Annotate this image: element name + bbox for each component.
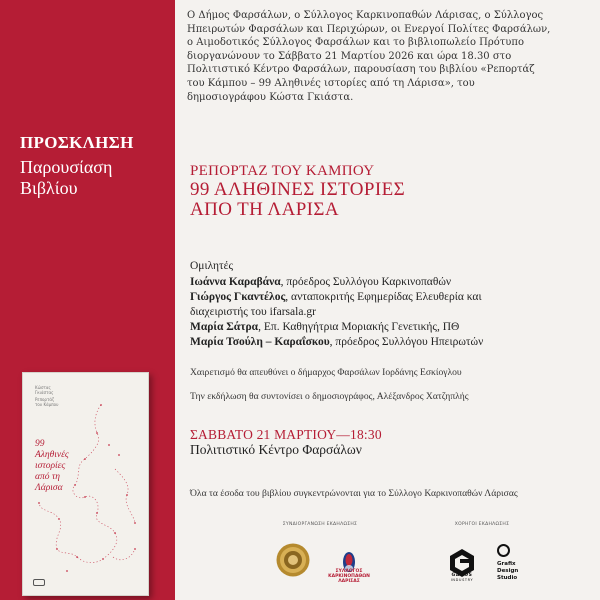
book-cover-title-line: ιστορίες (35, 461, 66, 471)
book-author-line: Γκιάστας (35, 390, 54, 395)
book-series (35, 397, 58, 407)
speaker-name: Μαρία Τσούλη – Καραΐσκου (190, 336, 330, 348)
book-cover-title (35, 439, 105, 494)
event-venue: Πολιτιστικό Κέντρο Φαρσάλων (190, 442, 362, 457)
speaker-item (190, 335, 595, 350)
greeting-note: Χαιρετισμό θα απευθύνει ο δήμαρχος Φαρσάλων Ιορδάνης Εσκίογλου (190, 367, 462, 378)
book-cover-title-line: Λάρισα (35, 483, 63, 493)
grafix-logo (497, 544, 518, 582)
book-heading-line: ΑΠΟ ΤΗ ΛΑΡΙΣΑ (190, 199, 339, 220)
speaker-item (190, 275, 595, 290)
intro-line: Ηπειρωτών Φαρσάλων και Περιχώρων, οι Ενεργοί Πολίτες Φαρσάλων, (187, 23, 551, 35)
speaker-name: Ιωάννα Καραβάνα (190, 276, 281, 288)
cancer-association-name (322, 569, 376, 584)
subtitle-line: Βιβλίου (20, 178, 78, 198)
book-series-line: Ρεπορτάζ (35, 397, 55, 402)
speaker-role: , πρόεδρος Συλλόγου Καρκινοπαθών (280, 276, 452, 288)
intro-line: διοργανώνουν το Σάββατο 21 Μαρτίου 2026 και ώρα 18.30 στο (187, 50, 512, 62)
invitation-title: ΠΡΟΣΚΛΗΣΗ (20, 133, 134, 152)
cancer-association-line: ΚΑΡΚΙΝΟΠΑΘΩΝ (328, 574, 370, 579)
left-panel (0, 0, 175, 600)
book-heading (190, 163, 405, 220)
grafix-name-line: Grafix (497, 561, 516, 567)
cancer-association-line: ΛΑΡΙΣΑΣ (338, 579, 360, 584)
speaker-role: , Επ. Καθηγήτρια Μοριακής Γενετικής, ΠΘ (258, 321, 460, 333)
event-date: ΣΑΒΒΑΤΟ 21 ΜΑΡΤΙΟΥ—18:30 (190, 427, 382, 442)
speakers-heading: Ομιλητές (190, 260, 234, 272)
grafix-circle-icon (497, 544, 510, 557)
book-cover-title-line: 99 (35, 439, 45, 449)
speaker-item (190, 320, 595, 335)
intro-line: Ο Δήμος Φαρσάλων, ο Σύλλογος Καρκινοπαθών Λάρισας, ο Σύλλογος (187, 10, 544, 21)
grafix-name-line: Studio (497, 575, 518, 581)
subtitle-line: Παρουσίαση (20, 157, 113, 177)
book-author (35, 385, 54, 395)
gagos-subtitle: INDUSTRY (450, 578, 474, 582)
speakers-list (190, 259, 595, 350)
book-author-line: Κώστας (35, 385, 51, 390)
gagos-name-line: GAGOS (451, 573, 473, 578)
gagos-name (438, 573, 486, 582)
intro-line: ο Αιμοδοτικός Σύλλογος Φαρσάλων και το βιβλιοπωλείο Πρότυπο (187, 37, 524, 49)
intro-line: Πολιτιστικό Κέντρο Φαρσάλων, παρουσίαση του βιβλίου «Ρεπορτάζ (187, 64, 535, 76)
invitation-subtitle (20, 157, 170, 199)
co-organizers-label: ΣΥΝΔΙΟΡΓΑΝΩΣΗ ΕΚΔΗΛΩΣΗΣ (282, 522, 358, 527)
speaker-role: , πρόεδρος Συλλόγου Ηπειρωτών (329, 336, 484, 348)
sponsors-label: ΧΟΡΗΓΟΙ ΕΚΔΗΛΩΣΗΣ (454, 522, 510, 527)
proceeds-note: Όλα τα έσοδα του βιβλίου συγκεντρώνονται για το Σύλλογο Καρκινοπαθών Λάρισας (190, 488, 518, 499)
intro-line: δημοσιογράφου Κώστα Γκιάστα. (187, 91, 354, 103)
grafix-name-line: Design (497, 568, 519, 574)
right-panel (175, 0, 600, 600)
speaker-role-continued: διαχειριστής του ifarsala.gr (190, 306, 316, 318)
book-cover-title-line: Αληθινές (35, 450, 69, 460)
speaker-item (190, 290, 595, 305)
municipality-seal-icon (276, 543, 310, 577)
speaker-role: , ανταποκριτής Εφημερίδας Ελευθερία και (285, 291, 482, 303)
book-heading-line: ΡΕΠΟΡΤΑΖ ΤΟΥ ΚΑΜΠΟΥ (190, 163, 375, 179)
intro-paragraph (187, 9, 592, 104)
speaker-name: Μαρία Σάτρα (190, 321, 259, 333)
cancer-association-line: ΣΥΛΛΟΓΟΣ (335, 569, 363, 574)
book-heading-line: 99 ΑΛΗΘΙΝΕΣ ΙΣΤΟΡΙΕΣ (190, 179, 406, 200)
intro-line: του Κάμπου – 99 Αληθινές ιστορίες από τη Λάρισα», του (187, 77, 475, 89)
book-cover (22, 372, 149, 596)
grafix-name (497, 561, 518, 582)
book-series-line: του Κάμπου (35, 402, 59, 407)
book-cover-title-line: από τη (35, 472, 60, 482)
moderator-note: Την εκδήλωση θα συντονίσει ο δημοσιογράφος, Αλέξανδρος Χατζηπλής (190, 391, 469, 402)
publisher-logo (33, 579, 45, 586)
speaker-name: Γιώργος Γκαντέλος (190, 291, 286, 303)
